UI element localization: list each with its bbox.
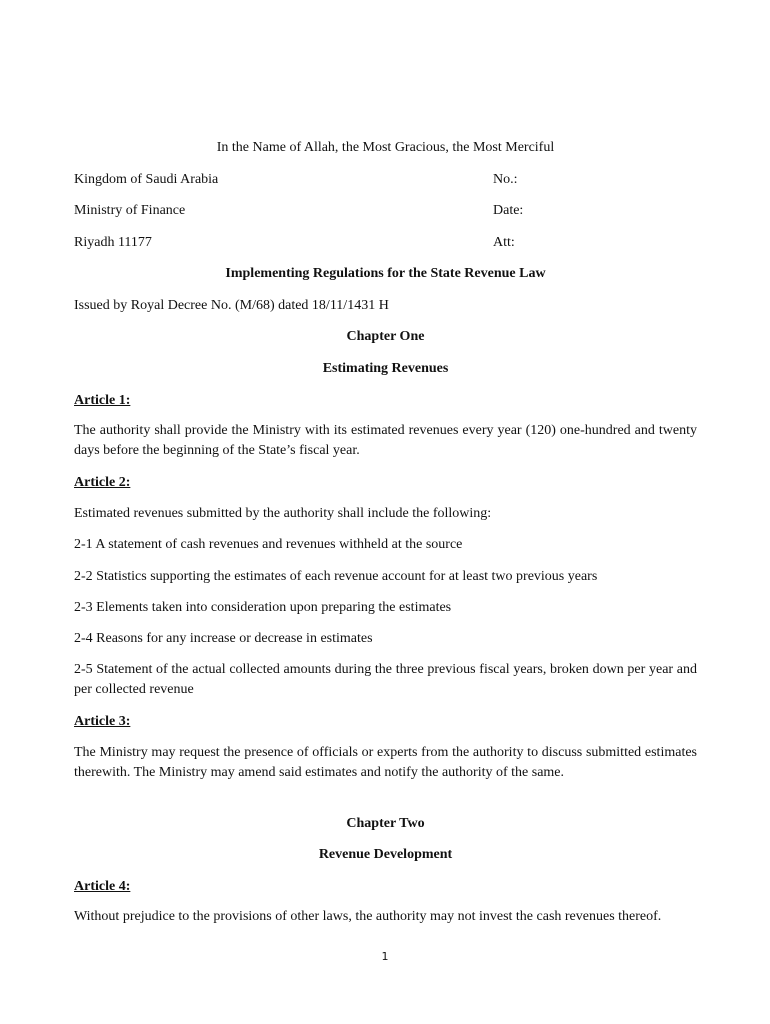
document-title: Implementing Regulations for the State Revenue Law	[225, 266, 546, 281]
basmala: In the Name of Allah, the Most Gracious, the Most Merciful	[216, 140, 555, 155]
chapter-one-title: Chapter One	[346, 329, 425, 344]
sender-country: Kingdom of Saudi Arabia	[74, 172, 219, 187]
sender-ministry: Ministry of Finance	[74, 203, 186, 218]
article-1-text: The authority shall provide the Ministry with its estimated revenues every year (120) one-hundred and twenty days before the beginning of the State’s fiscal year.	[74, 423, 697, 458]
ref-number-label: No.:	[493, 172, 518, 187]
article-3-heading: Article 3:	[74, 714, 131, 729]
sender-city: Riyadh 11177	[74, 235, 152, 250]
page-number: 1	[381, 950, 389, 963]
chapter-two-title: Chapter Two	[346, 816, 425, 831]
article-2-item: 2-4 Reasons for any increase or decrease in estimates	[74, 631, 373, 646]
article-4-text: Without prejudice to the provisions of other laws, the authority may not invest the cash revenues thereof.	[74, 909, 662, 924]
issued-statement: Issued by Royal Decree No. (M/68) dated 18/11/1431 H	[74, 298, 389, 313]
attention-label: Att:	[493, 235, 515, 250]
article-2-intro: Estimated revenues submitted by the authority shall include the following:	[74, 506, 492, 521]
article-1-heading: Article 1:	[74, 393, 131, 408]
article-4-heading: Article 4:	[74, 879, 131, 894]
article-2-heading: Article 2:	[74, 475, 131, 490]
article-2-item: 2-5 Statement of the actual collected amounts during the three previous fiscal years, broken down per year and per collected revenue	[74, 662, 697, 697]
chapter-one-subtitle: Estimating Revenues	[322, 361, 449, 376]
article-2-item: 2-3 Elements taken into consideration upon preparing the estimates	[74, 600, 452, 615]
chapter-two-subtitle: Revenue Development	[318, 847, 453, 862]
date-label: Date:	[493, 203, 524, 218]
article-2-item: 2-1 A statement of cash revenues and revenues withheld at the source	[74, 537, 463, 552]
article-2-item: 2-2 Statistics supporting the estimates of each revenue account for at least two previous years	[74, 569, 598, 584]
article-3-text: The Ministry may request the presence of officials or experts from the authority to discuss submitted estimates therewith. The Ministry may amend said estimates and notify the authority of the same.	[74, 745, 697, 780]
